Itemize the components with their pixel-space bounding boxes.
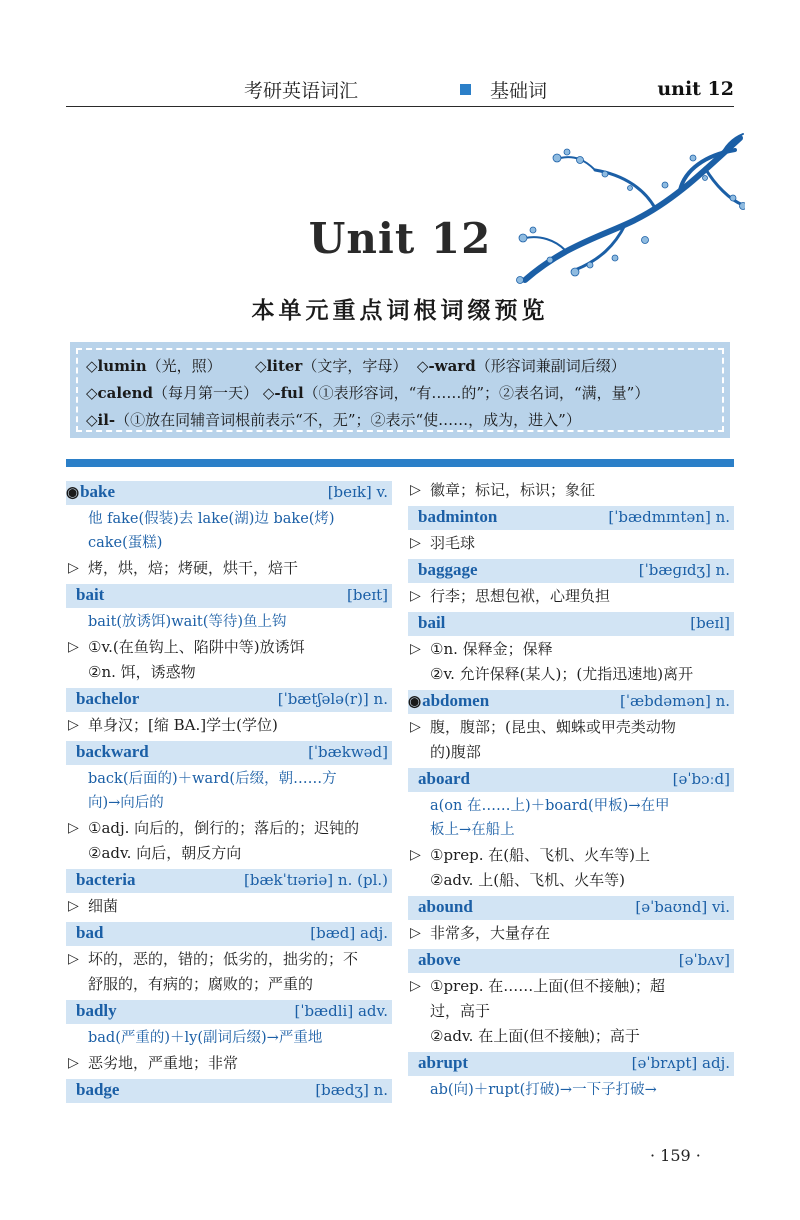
- definition-text: 徽章；标记，标识；象征: [430, 481, 596, 499]
- triangle-marker-icon: ▷: [68, 1055, 79, 1071]
- phonetic-pos: [ˈbædmɪntən] n.: [608, 508, 730, 526]
- headword-text: badge: [76, 1080, 120, 1099]
- entry-headword-row: [408, 949, 734, 973]
- preview-root: ◇lumin: [86, 357, 147, 375]
- phonetic-pos: [ˈbækwəd]: [308, 743, 388, 761]
- definition-line: [408, 974, 734, 999]
- entry-headword-row: [66, 922, 392, 946]
- definition-line: [408, 843, 734, 868]
- headword: [418, 897, 473, 917]
- phonetic-pos: [əˈbʌv]: [678, 951, 730, 969]
- preview-line: [86, 409, 581, 430]
- definition-text: ②adv. 向后，朝反方向: [88, 844, 242, 862]
- square-bullet-icon: [460, 84, 471, 95]
- etymology-line: bad(严重的)＋ly(副词后缀)→严重地: [88, 1030, 323, 1046]
- definition-line: [66, 841, 392, 866]
- section-subtitle: 本单元重点词根词缀预览: [251, 297, 549, 324]
- definition-text: ①adj. 向后的，倒行的；落后的；迟钝的: [88, 819, 360, 837]
- definition-line: [66, 660, 392, 685]
- definition-line: [408, 478, 734, 503]
- etymology-line: 向)→向后的: [88, 795, 164, 811]
- entry-headword-row: [66, 584, 392, 608]
- headword-text: abdomen: [422, 691, 490, 710]
- etymology-line: back(后面的)＋ward(后缀，朝……方: [88, 771, 337, 787]
- entry-headword-row: [66, 869, 392, 893]
- triangle-marker-icon: ▷: [410, 847, 421, 863]
- definition-text: 舒服的，有病的；腐败的；严重的: [88, 975, 314, 993]
- phonetic-pos: [bækˈtɪəriə] n. (pl.): [243, 871, 388, 889]
- etymology-line: bait(放诱饵)wait(等待)鱼上钩: [88, 614, 287, 630]
- etymology-line: 板上→在船上: [430, 822, 515, 838]
- etymology-line: ab(向)＋rupt(打破)→一下子打破→: [430, 1082, 657, 1098]
- headword: [76, 742, 149, 762]
- definition-line: [408, 715, 734, 740]
- preview-meaning: （①放在同辅音词根前表示“不，无”；②表示“使……，成为，进入”）: [115, 411, 581, 429]
- definition-text: 过，高于: [430, 1002, 491, 1020]
- definition-line: [408, 1024, 734, 1049]
- definition-text: 腹，腹部；(昆虫、蜘蛛或甲壳类动物: [430, 718, 676, 736]
- preview-root: ◇calend: [86, 384, 154, 402]
- definition-text: 的)腹部: [430, 743, 481, 761]
- headword: [418, 507, 497, 527]
- entry-headword-row: [408, 1052, 734, 1076]
- headword: [76, 923, 103, 943]
- headword: [76, 1001, 117, 1021]
- etymology-line: cake(蛋糕): [88, 535, 163, 551]
- headword-text: baggage: [418, 560, 478, 579]
- preview-meaning: （①表形容词，“有……的”；②表名词，“满，量”）: [303, 384, 650, 402]
- headword: [418, 560, 478, 580]
- preview-meaning: （文字，字母）: [302, 357, 408, 375]
- headword: [76, 1080, 119, 1100]
- headword-text: abound: [418, 897, 473, 916]
- etymology-line: a(on 在……上)＋board(甲板)→在甲: [430, 798, 670, 814]
- entry-headword-row: [408, 896, 734, 920]
- headword-text: backward: [76, 742, 149, 761]
- headword-text: aboard: [418, 769, 470, 788]
- definition-text: ①prep. 在……上面(但不接触)；超: [430, 977, 665, 995]
- headword: [418, 769, 470, 789]
- definition-text: 烤，烘，焙；烤硬，烘干，焙干: [88, 559, 299, 577]
- headword: [66, 482, 115, 502]
- headword: [418, 950, 461, 970]
- definition-text: 行李；思想包袱，心理负担: [430, 587, 611, 605]
- phonetic-pos: [beɪt]: [346, 586, 388, 604]
- key-word-bullet: ◉: [66, 485, 80, 501]
- headword: [76, 870, 135, 890]
- definition-line: [408, 868, 734, 893]
- preview-root: ◇liter: [255, 357, 303, 375]
- preview-line: [86, 355, 626, 376]
- headword-text: bachelor: [76, 689, 140, 708]
- triangle-marker-icon: ▷: [68, 951, 79, 967]
- definition-text: ②adv. 上(船、飞机、火车等): [430, 871, 625, 889]
- category-label: 基础词: [490, 80, 548, 102]
- headword-text: above: [418, 950, 461, 969]
- unit-title: Unit 12: [308, 214, 492, 263]
- definition-line: [66, 816, 392, 841]
- entry-headword-row: [408, 690, 734, 714]
- definition-text: ①v.(在鱼钩上、陷阱中等)放诱饵: [88, 638, 305, 656]
- definition-line: [66, 972, 392, 997]
- root-affix-preview-box: [70, 342, 730, 438]
- triangle-marker-icon: ▷: [410, 641, 421, 657]
- page-number: · 159 ·: [650, 1146, 701, 1165]
- preview-meaning: （光，照）: [146, 357, 222, 375]
- definition-line: [408, 637, 734, 662]
- running-header: [66, 74, 734, 107]
- definition-line: [66, 556, 392, 581]
- preview-meaning: （形容词兼副词后缀）: [475, 357, 626, 375]
- triangle-marker-icon: ▷: [410, 482, 421, 498]
- phonetic-pos: [ˈbætʃələ(r)] n.: [277, 690, 388, 708]
- phonetic-pos: [əˈbrʌpt] adj.: [631, 1054, 730, 1072]
- section-divider: [66, 459, 734, 467]
- definition-line: [66, 635, 392, 660]
- headword: [418, 613, 445, 633]
- phonetic-pos: [bædʒ] n.: [315, 1081, 388, 1099]
- right-entry-column: [408, 478, 734, 1102]
- headword-text: bail: [418, 613, 446, 632]
- preview-root: ◇-ward: [416, 357, 476, 375]
- left-entry-column: [66, 478, 392, 1103]
- triangle-marker-icon: ▷: [68, 639, 79, 655]
- triangle-marker-icon: ▷: [68, 820, 79, 836]
- headword-text: abrupt: [418, 1053, 469, 1072]
- definition-text: 细菌: [88, 897, 119, 915]
- definition-line: [408, 662, 734, 687]
- definition-line: [408, 999, 734, 1024]
- definition-line: [66, 1051, 392, 1076]
- header-unit-number: unit 12: [657, 78, 734, 100]
- definition-line: [66, 947, 392, 972]
- phonetic-pos: [əˈbaʊnd] vi.: [635, 898, 730, 916]
- definition-text: 非常多，大量存在: [430, 924, 551, 942]
- entry-headword-row: [66, 1000, 392, 1024]
- plum-branch-illustration: [505, 130, 745, 290]
- definition-text: ②n. 饵，诱惑物: [88, 663, 196, 681]
- preview-root: ◇-ful: [262, 384, 304, 402]
- entry-headword-row: [66, 741, 392, 765]
- definition-text: ②adv. 在上面(但不接触)；高于: [430, 1027, 640, 1045]
- headword-text: bake: [80, 482, 116, 501]
- headword-text: badminton: [418, 507, 498, 526]
- headword: [408, 691, 489, 711]
- entry-headword-row: [408, 506, 734, 530]
- preview-meaning: （每月第一天）: [153, 384, 259, 402]
- definition-text: ②v. 允许保释(某人)；(尤指迅速地)离开: [430, 665, 694, 683]
- entry-headword-row: [66, 481, 392, 505]
- triangle-marker-icon: ▷: [410, 719, 421, 735]
- definition-text: ①n. 保释金；保释: [430, 640, 553, 658]
- triangle-marker-icon: ▷: [410, 535, 421, 551]
- etymology-line: 他 fake(假装)去 lake(湖)边 bake(烤): [88, 511, 335, 527]
- triangle-marker-icon: ▷: [68, 898, 79, 914]
- phonetic-pos: [bæd] adj.: [310, 924, 388, 942]
- definition-text: ①prep. 在(船、飞机、火车等)上: [430, 846, 650, 864]
- phonetic-pos: [əˈbɔːd]: [672, 770, 730, 788]
- triangle-marker-icon: ▷: [410, 588, 421, 604]
- definition-text: 坏的，恶的，错的；低劣的，拙劣的；不: [88, 950, 359, 968]
- entry-headword-row: [66, 688, 392, 712]
- definition-text: 单身汉；[缩 BA.]学士(学位): [88, 716, 278, 734]
- headword-text: bad: [76, 923, 104, 942]
- entry-headword-row: [408, 612, 734, 636]
- preview-line: [86, 382, 649, 403]
- entry-headword-row: [408, 768, 734, 792]
- definition-line: [66, 713, 392, 738]
- book-title: 考研英语词汇: [244, 80, 359, 102]
- definition-line: [408, 740, 734, 765]
- definition-text: 恶劣地，严重地；非常: [88, 1054, 239, 1072]
- phonetic-pos: [ˈæbdəmən] n.: [620, 692, 730, 710]
- definition-line: [408, 921, 734, 946]
- preview-root: ◇il-: [86, 411, 116, 429]
- triangle-marker-icon: ▷: [410, 925, 421, 941]
- entry-headword-row: [408, 559, 734, 583]
- definition-line: [408, 584, 734, 609]
- definition-line: [66, 894, 392, 919]
- headword-text: bacteria: [76, 870, 136, 889]
- phonetic-pos: [beɪl]: [690, 614, 730, 632]
- entry-headword-row: [66, 1079, 392, 1103]
- triangle-marker-icon: ▷: [68, 717, 79, 733]
- definition-line: [408, 531, 734, 556]
- headword: [418, 1053, 468, 1073]
- definition-text: 羽毛球: [430, 534, 476, 552]
- headword: [76, 689, 139, 709]
- triangle-marker-icon: ▷: [410, 978, 421, 994]
- headword: [76, 585, 104, 605]
- phonetic-pos: [beɪk] v.: [327, 483, 388, 501]
- headword-text: bait: [76, 585, 105, 604]
- triangle-marker-icon: ▷: [68, 560, 79, 576]
- phonetic-pos: [ˈbæɡɪdʒ] n.: [638, 561, 730, 579]
- headword-text: badly: [76, 1001, 117, 1020]
- phonetic-pos: [ˈbædli] adv.: [294, 1002, 388, 1020]
- key-word-bullet: ◉: [408, 694, 422, 710]
